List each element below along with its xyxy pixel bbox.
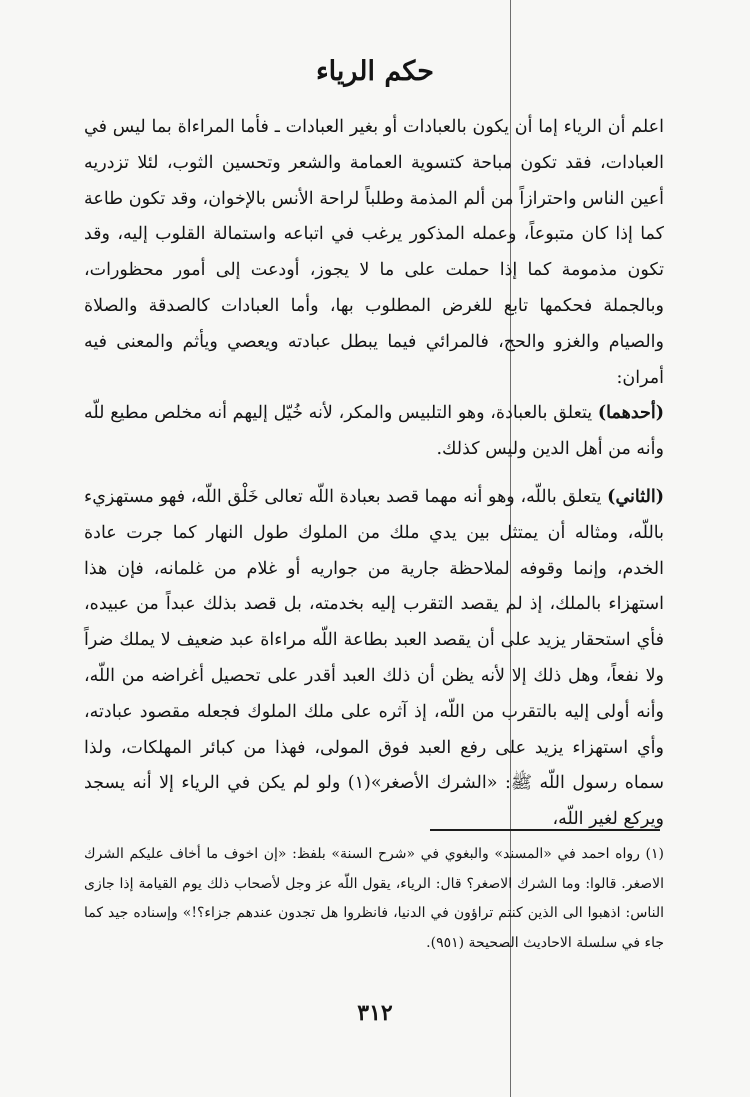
paragraph-text: يتعلق باللّه، وهو أنه مهما قصد بعبادة اللّه تعالى خَلْق اللّه، فهو مستهزيء باللّه، ومثاله أن يمتثل بين يدي ملك من الملوك طول النهار كما جرت عادة الخدم، وإنما وقوفه لملاحظة جارية من جواريه أو غلام من غلمانه، فإن هذا استهزاء بالملك، إذ لم يقصد التقرب إليه بخدمته، بل قصد بذلك عبداً من عبيده، فأي استحقار يزيد على أن يقصد العبد بطاعة اللّه مراءاة عبد ضعيف لا يملك ضراً ولا نفعاً، وهل ذلك إلا لأنه يظن أن ذلك العبد أقدر على تحصيل أغراضه من اللّه، وأنه أولى إليه بالتقرب من اللّه، إذ آثره على ملك الملوك فجعله مقصود عبادته، وأي استهزاء يزيد على رفع العبد فوق المولى، فهذا من كبائر المهلكات، ولذا سماه رسول اللّه ﷺ: «الشرك الأصغر»(١) ولو لم يكن في الرياء إلا أنه يسجد ويركع لغير اللّه، [84,487,664,830]
page-number: ٣١٢ [357,1000,393,1026]
paragraph-container [84,396,664,468]
footnote-separator [430,829,660,831]
body-paragraph-second-reason [84,480,664,838]
paragraph-keyword: (الثاني) [607,487,664,507]
body-paragraph-intro [84,110,664,396]
page-title: حكم الرياء [315,56,435,87]
body-paragraph-first-reason [84,396,664,468]
paragraph-text: اعلم أن الرياء إما أن يكون بالعبادات أو بغير العبادات ـ فأما المراءاة بما ليس في العبادات، فقد تكون مباحة كتسوية العمامة والشعر وتحسين الثوب، لئلا تزدريه أعين الناس واحترازاً من ألم المذمة وطلباً لراحة الأنس بالإخوان، وقد تكون طاعة كما إذا كان متبوعاً، وعمله المذكور يرغب في اتباعه واستمالة القلوب إليه، وقد تكون مذمومة كما إذا حملت على ما لا يجوز، أودعت إلى أمور محظورات، وبالجملة فحكمها تابع للغرض المطلوب بها، وأما العبادات كالصدقة والصلاة والصيام والغزو والحج، فالمرائي فيما يبطل عبادته ويعصي ويأثم والمعنى فيه أمران: [84,117,664,388]
footnote-block [84,840,664,958]
paragraph-keyword: (أحدهما) [597,403,664,423]
footnote-text: (١) رواه احمد في «المسند» والبغوي في «شرح السنة» بلفظ: «إن اخوف ما أخاف عليكم الشرك الاصغر. قالوا: وما الشرك الاصغر؟ قال: الرياء، يقول اللّه عز وجل لأصحاب ذلك يوم القيامة إذا جازى الناس: اذهبوا الى الذين كنتم تراؤون في الدنيا، فانظروا هل تجدون عندهم جزاء؟!» وإسناده جيد كما جاء في سلسلة الاحاديث الصحيحة (٩٥١). [84,846,664,951]
paragraph-text: يتعلق بالعبادة، وهو التلبيس والمكر، لأنه خُيّل إليهم أنه مخلص مطيع للّه وأنه من أهل الدين وليس كذلك. [84,403,664,459]
paragraph-container [84,480,664,838]
